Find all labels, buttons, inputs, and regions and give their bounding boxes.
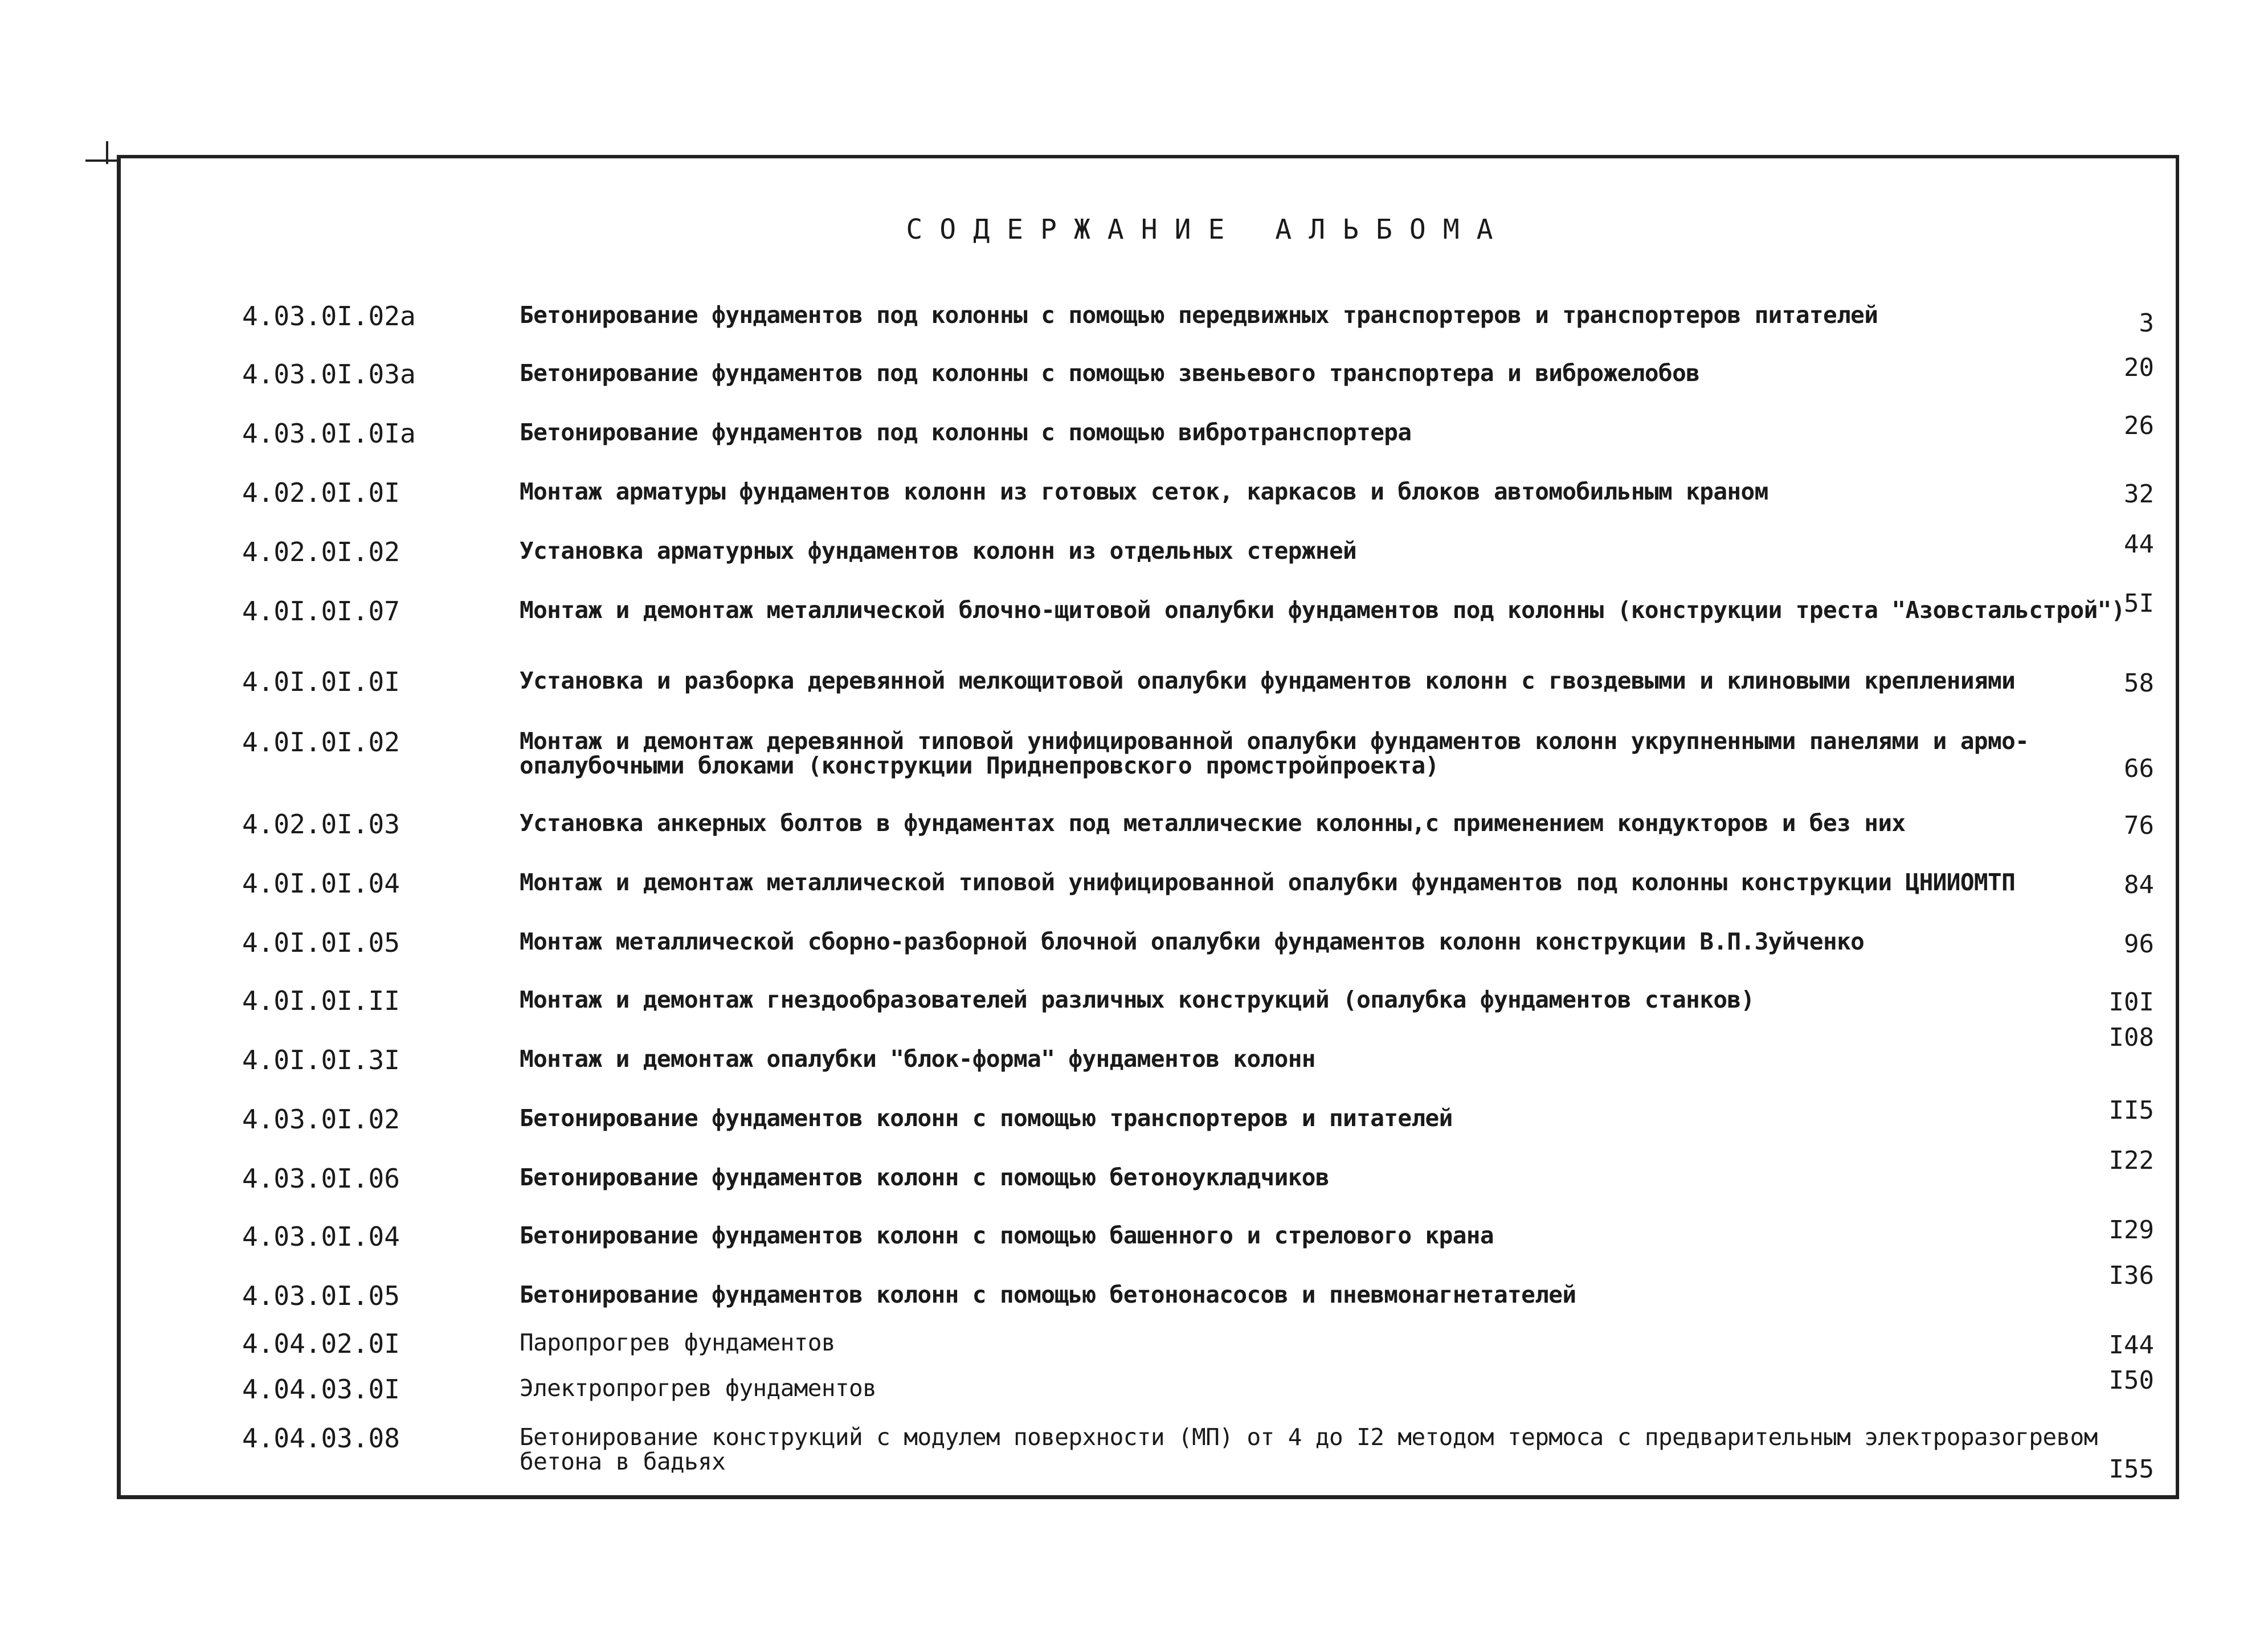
entry-page: I44 <box>2108 1331 2154 1360</box>
entry-page: I36 <box>2108 1261 2154 1290</box>
entry-code: 4.03.0I.02 <box>242 1104 400 1135</box>
corner-mark-horizontal <box>85 159 120 162</box>
entry-code: 4.04.03.0I <box>242 1374 400 1405</box>
entry-title: Монтаж металлической сборно-разборной блочной опалубки фундаментов колонн конструкции В.П.Зуйченко <box>520 928 1865 955</box>
entry-title: Бетонирование конструкций с модулем поверхности (МП) от 4 до I2 методом термоса с предварительным электроразогревом бетона в бадьях <box>520 1423 2098 1475</box>
list-item <box>0 411 2268 469</box>
entry-title: Бетонирование фундаментов под колонны с помощью звеньевого транспортера и виброжелобов <box>520 359 1700 387</box>
entry-page: 20 <box>2124 353 2154 382</box>
entry-page: 66 <box>2124 754 2154 783</box>
entry-code: 4.02.0I.02 <box>242 537 400 567</box>
entry-page: 58 <box>2124 669 2154 698</box>
list-item <box>0 985 2268 1037</box>
entry-page: II5 <box>2108 1096 2154 1125</box>
entry-title: Установка анкерных болтов в фундаментах под металлические колонны,с применением кондукторов и без них <box>520 809 1906 837</box>
entry-title: Монтаж и демонтаж гнездообразователей различных конструкций (опалубка фундаментов станков) <box>520 986 1755 1013</box>
entry-code: 4.03.0I.0Iа <box>242 418 416 449</box>
entry-title: Бетонирование фундаментов колонн с помощью бетоноукладчиков <box>520 1164 1329 1191</box>
entry-page: I55 <box>2108 1455 2154 1484</box>
entry-page: 5I <box>2124 589 2154 618</box>
list-item <box>0 1261 2268 1332</box>
entry-code: 4.0I.0I.04 <box>242 868 400 899</box>
list-item <box>0 727 2268 783</box>
page-title: СОДЕРЖАНИЕ АЛЬБОМА <box>906 214 1510 245</box>
entry-page: 84 <box>2124 870 2154 899</box>
entry-code: 4.04.03.08 <box>242 1423 400 1454</box>
entry-code: 4.03.0I.05 <box>242 1280 400 1311</box>
entry-page: I50 <box>2108 1366 2154 1395</box>
list-item <box>0 666 2268 718</box>
entry-title: Монтаж и демонтаж металлической типовой унифицированной опалубки фундаментов под колонны конструкции ЦНИИОМТП <box>520 869 2016 896</box>
entry-title: Бетонирование фундаментов под колонны с помощью вибротранспортера <box>520 419 1412 446</box>
entry-title: Бетонирование фундаментов колонн с помощью бетононасосов и пневмонагнетателей <box>520 1281 1576 1308</box>
entry-code: 4.0I.0I.II <box>242 985 400 1016</box>
entry-page: 44 <box>2124 530 2154 559</box>
entry-title: Монтаж и демонтаж опалубки "блок-форма" фундаментов колонн <box>520 1045 1315 1073</box>
list-item <box>0 1023 2268 1096</box>
entry-page: 32 <box>2124 480 2154 509</box>
list-item <box>0 301 2268 352</box>
list-item <box>0 589 2268 647</box>
entry-code: 4.0I.0I.07 <box>242 596 400 627</box>
list-item <box>0 1366 2268 1425</box>
entry-code: 4.03.0I.06 <box>242 1163 400 1194</box>
entry-code: 4.02.0I.03 <box>242 809 400 840</box>
entry-title: Бетонирование фундаментов под колонны с помощью передвижных транспортеров и транспортеров питателей <box>520 301 1878 329</box>
list-item <box>0 809 2268 860</box>
entry-code: 4.0I.0I.05 <box>242 927 400 958</box>
entry-title: Бетонирование фундаментов колонн с помощью башенного и стрелового крана <box>520 1222 1494 1249</box>
entry-title: Монтаж и демонтаж металлической блочно-щитовой опалубки фундаментов под колонны (конструкции треста "Азовстальстрой") <box>520 596 2125 624</box>
entry-code: 4.0I.0I.02 <box>242 727 400 758</box>
list-item <box>0 1328 2268 1380</box>
entry-page: I29 <box>2108 1216 2154 1245</box>
entry-page: I08 <box>2108 1023 2154 1052</box>
list-item <box>0 1096 2268 1155</box>
entry-title: Монтаж арматуры фундаментов колонн из готовых сеток, каркасов и блоков автомобильным краном <box>520 478 1768 505</box>
entry-title: Установка арматурных фундаментов колонн из отдельных стержней <box>520 537 1357 564</box>
entry-code: 4.03.0I.04 <box>242 1221 400 1252</box>
entry-title: Паропрогрев фундаментов <box>520 1329 835 1356</box>
list-item <box>0 530 2268 588</box>
entry-page: I0I <box>2108 988 2154 1017</box>
list-item <box>0 868 2268 919</box>
entry-page: 3 <box>2139 309 2154 338</box>
entry-code: 4.03.0I.02а <box>242 301 416 332</box>
entry-code: 4.04.02.0I <box>242 1328 400 1359</box>
entry-title: Бетонирование фундаментов колонн с помощью транспортеров и питателей <box>520 1104 1453 1132</box>
entry-title: Монтаж и демонтаж деревянной типовой унифицированной опалубки фундаментов колонн укрупненными панелями и армо-опалубочными блоками (конструкции Приднепровского промстройпроекта) <box>520 727 2029 779</box>
entry-page: I22 <box>2108 1146 2154 1175</box>
entry-page: 76 <box>2124 811 2154 840</box>
list-item <box>0 353 2268 410</box>
entry-code: 4.0I.0I.3I <box>242 1045 400 1075</box>
list-item <box>0 927 2268 979</box>
list-item <box>0 1423 2268 1484</box>
entry-page: 96 <box>2124 930 2154 959</box>
entry-page: 26 <box>2124 411 2154 440</box>
entry-code: 4.02.0I.0I <box>242 477 400 508</box>
list-item <box>0 1216 2268 1272</box>
entry-title: Электропрогрев фундаментов <box>520 1374 877 1402</box>
entry-code: 4.03.0I.03а <box>242 359 416 390</box>
list-item <box>0 1146 2268 1214</box>
list-item <box>0 477 2268 529</box>
entry-title: Установка и разборка деревянной мелкощитовой опалубки фундаментов колонн с гвоздевыми и клиновыми креплениями <box>520 667 2016 694</box>
entry-code: 4.0I.0I.0I <box>242 666 400 697</box>
